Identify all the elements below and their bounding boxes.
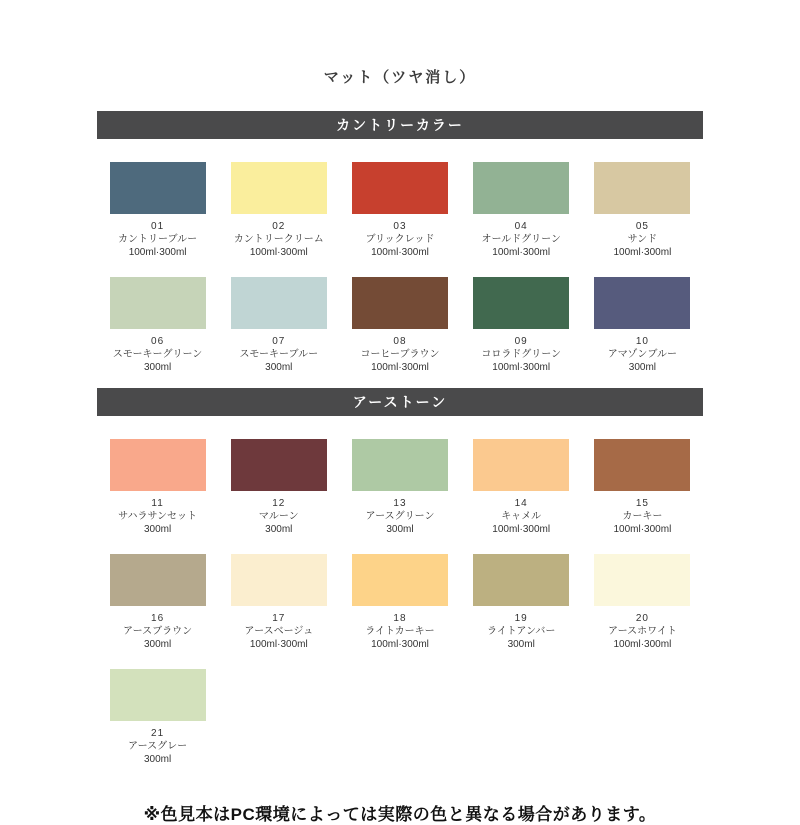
swatch-number: 02: [272, 221, 286, 232]
swatch-name: コーヒーブラウン: [360, 349, 440, 360]
color-section: [97, 111, 703, 388]
swatch-volume: 300ml: [143, 754, 172, 765]
swatch-number: 17: [272, 613, 286, 624]
color-swatch: [110, 162, 206, 214]
swatch-number: 16: [151, 613, 165, 624]
swatch-number: 09: [514, 336, 528, 347]
swatch-name: ブリックレッド: [365, 234, 435, 245]
swatch-number: 14: [514, 498, 528, 509]
swatch-volume: 100ml·300ml: [371, 639, 429, 650]
swatch-name: サハラサンセット: [118, 511, 198, 522]
swatch-number: 05: [635, 221, 649, 232]
swatch-volume: 100ml·300ml: [613, 639, 672, 650]
swatch-number: 15: [635, 498, 649, 509]
swatch-number: 12: [272, 498, 286, 509]
swatch-number: 07: [272, 336, 286, 347]
swatch-volume: 100ml·300ml: [128, 247, 187, 258]
color-swatch: [473, 554, 569, 606]
swatch-number: 10: [635, 336, 649, 347]
swatch-name: ライトアンバー: [487, 626, 556, 637]
footer-note: ※色見本はPC環境によっては実際の色と異なる場合があります。: [143, 805, 657, 824]
color-swatch: [110, 554, 206, 606]
swatch-item: [461, 554, 582, 651]
swatch-name: マルーン: [258, 511, 299, 522]
swatch-name: カントリークリーム: [233, 234, 324, 245]
color-swatch: [352, 554, 448, 606]
swatch-volume: 100ml·300ml: [371, 362, 429, 373]
swatch-name: アースグリーン: [365, 511, 435, 522]
sections-container: [97, 111, 703, 780]
color-swatch: [473, 277, 569, 329]
swatch-item: [339, 277, 460, 374]
swatch-name: ライトカーキー: [365, 626, 435, 637]
swatch-number: 01: [151, 221, 165, 232]
swatch-name: オールドグリーン: [481, 234, 561, 245]
swatch-item: [582, 162, 703, 259]
color-swatch: [110, 277, 206, 329]
swatch-item: [97, 277, 218, 374]
swatch-volume: 100ml·300ml: [249, 247, 308, 258]
color-swatch: [231, 439, 327, 491]
swatch-volume: 100ml·300ml: [371, 247, 429, 258]
color-swatch: [594, 554, 690, 606]
swatch-number: 20: [635, 613, 649, 624]
swatch-number: 11: [151, 498, 164, 509]
swatch-item: [582, 439, 703, 536]
swatch-volume: 100ml·300ml: [613, 247, 672, 258]
swatch-item: [461, 439, 582, 536]
swatch-item: [97, 439, 218, 536]
swatch-item: [339, 439, 460, 536]
swatch-name: サンド: [627, 234, 658, 245]
swatch-volume: 300ml: [265, 524, 293, 535]
swatch-item: [97, 554, 218, 651]
swatch-item: [218, 439, 339, 536]
swatch-name: アマゾンブルー: [607, 349, 678, 360]
swatch-volume: 100ml·300ml: [492, 247, 551, 258]
swatch-volume: 300ml: [143, 524, 172, 535]
swatch-number: 04: [514, 221, 528, 232]
swatch-volume: 100ml·300ml: [492, 362, 551, 373]
page-title: マット（ツヤ消し）: [323, 69, 477, 86]
swatch-item: [218, 277, 339, 374]
swatch-name: アースベージュ: [244, 626, 314, 637]
swatch-volume: 300ml: [265, 362, 293, 373]
color-swatch: [352, 162, 448, 214]
color-section: [97, 388, 703, 780]
swatch-number: 08: [393, 336, 407, 347]
swatch-item: [97, 162, 218, 259]
swatch-number: 13: [393, 498, 407, 509]
color-swatch: [594, 439, 690, 491]
color-swatch: [110, 439, 206, 491]
swatch-grid: [97, 139, 703, 388]
swatch-volume: 100ml·300ml: [492, 524, 551, 535]
swatch-name: アースグレー: [127, 741, 188, 752]
swatch-volume: 300ml: [628, 362, 657, 373]
swatch-item: [582, 554, 703, 651]
swatch-number: 21: [151, 728, 165, 739]
swatch-item: [461, 162, 582, 259]
swatch-item: [339, 162, 460, 259]
swatch-volume: 100ml·300ml: [249, 639, 308, 650]
color-swatch: [231, 162, 327, 214]
section-header: カントリーカラー: [97, 111, 703, 139]
swatch-name: アースホワイト: [607, 626, 677, 637]
swatch-number: 19: [514, 613, 528, 624]
swatch-item: [461, 277, 582, 374]
swatch-number: 03: [393, 221, 407, 232]
color-swatch: [352, 277, 448, 329]
swatch-item: [582, 277, 703, 374]
swatch-volume: 100ml·300ml: [613, 524, 672, 535]
swatch-item: [218, 162, 339, 259]
swatch-name: スモーキーグリーン: [112, 349, 203, 360]
color-swatch: [231, 554, 327, 606]
color-swatch: [594, 277, 690, 329]
swatch-name: アースブラウン: [122, 626, 193, 637]
color-swatch: [352, 439, 448, 491]
section-header: アーストーン: [97, 388, 703, 416]
color-swatch: [473, 162, 569, 214]
swatch-item: [218, 554, 339, 651]
color-swatch: [594, 162, 690, 214]
swatch-volume: 300ml: [386, 524, 414, 535]
swatch-number: 06: [151, 336, 165, 347]
swatch-name: コロラドグリーン: [481, 349, 561, 360]
swatch-name: スモーキーブルー: [239, 349, 319, 360]
color-swatch: [110, 669, 206, 721]
swatch-name: キャメル: [501, 511, 542, 522]
color-swatch: [231, 277, 327, 329]
swatch-volume: 300ml: [507, 639, 535, 650]
color-swatch: [473, 439, 569, 491]
swatch-volume: 300ml: [143, 639, 172, 650]
swatch-item: [97, 669, 218, 766]
swatch-item: [339, 554, 460, 651]
swatch-volume: 300ml: [143, 362, 172, 373]
swatch-name: カントリーブルー: [118, 234, 198, 245]
swatch-grid: [97, 416, 703, 780]
swatch-number: 18: [393, 613, 407, 624]
swatch-name: カーキー: [622, 511, 663, 522]
